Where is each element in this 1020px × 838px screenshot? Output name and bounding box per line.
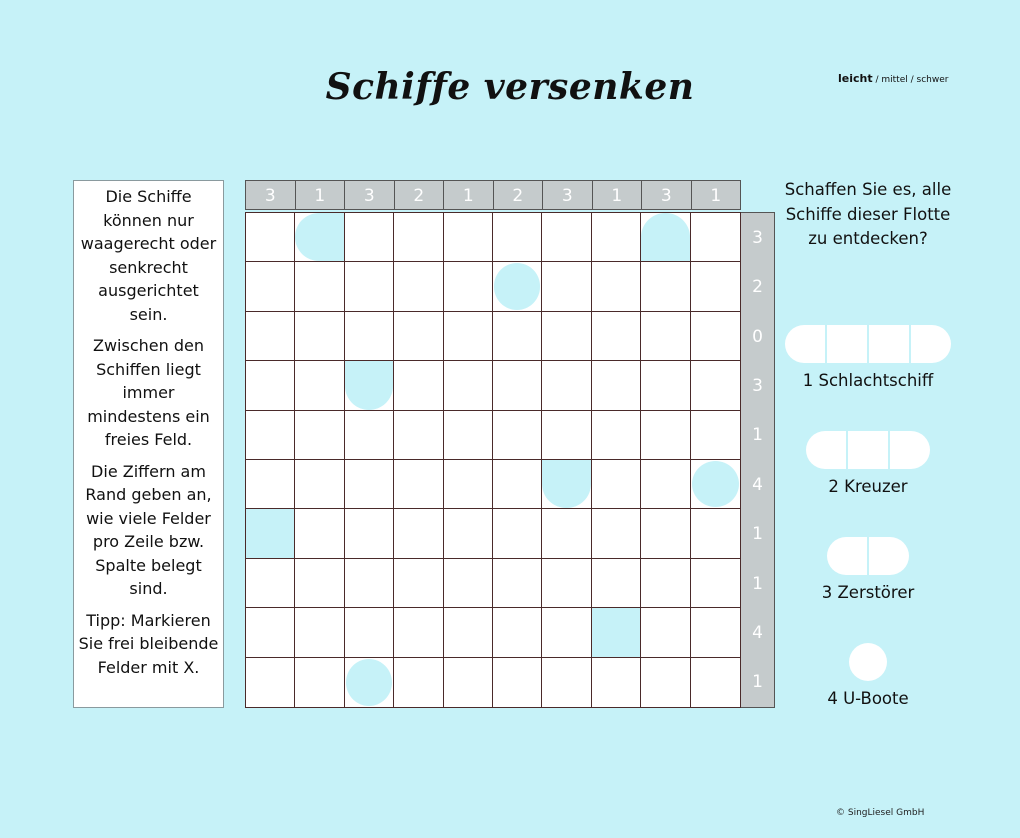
row-hint-6: 4	[752, 474, 763, 495]
page-title: Schiffe versenken	[325, 66, 695, 108]
given-ship-piece	[641, 213, 689, 261]
grid-cell-r5-c2[interactable]	[295, 411, 344, 460]
grid-cell-r2-c10[interactable]	[691, 262, 740, 311]
grid-cell-r9-c2[interactable]	[295, 608, 344, 657]
grid-cell-r3-c3[interactable]	[345, 312, 394, 361]
given-ship-piece	[346, 659, 392, 706]
grid-cell-r3-c4[interactable]	[394, 312, 443, 361]
grid-cell-r7-c6[interactable]	[493, 509, 542, 558]
given-ship-piece	[345, 361, 393, 409]
grid-cell-r3-c1[interactable]	[246, 312, 295, 361]
column-hint-3: 3	[345, 181, 395, 209]
grid-cell-r9-c4[interactable]	[394, 608, 443, 657]
grid-cell-r7-c5[interactable]	[444, 509, 493, 558]
column-hint-5: 1	[444, 181, 494, 209]
grid-cell-r2-c7[interactable]	[542, 262, 591, 311]
column-hint-7: 3	[543, 181, 593, 209]
row-hint-7: 1	[752, 524, 763, 545]
ship-icon	[780, 643, 956, 681]
grid-cell-r8-c8[interactable]	[592, 559, 641, 608]
column-hint-2: 1	[296, 181, 346, 209]
row-hint-3: 0	[752, 326, 763, 347]
grid-cell-r1-c3[interactable]	[345, 213, 394, 262]
grid-cell-r9-c5[interactable]	[444, 608, 493, 657]
grid-cell-r6-c8[interactable]	[592, 460, 641, 509]
grid-cell-r7-c7[interactable]	[542, 509, 591, 558]
grid-cell-r4-c7[interactable]	[542, 361, 591, 410]
column-hint-10: 1	[710, 186, 722, 206]
ship-icon	[780, 325, 956, 363]
grid-cell-r10-c8[interactable]	[592, 658, 641, 707]
ship-segment	[869, 537, 909, 575]
grid-cell-r6-c3[interactable]	[345, 460, 394, 509]
grid-cell-r5-c3[interactable]	[345, 411, 394, 460]
given-ship-piece	[542, 460, 590, 508]
grid-cell-r10-c3[interactable]	[345, 658, 394, 707]
grid-cell-r9-c10[interactable]	[691, 608, 740, 657]
grid-cell-r2-c5[interactable]	[444, 262, 493, 311]
rule-orientation: Die Schiffe können nur waagerecht oder senkrecht ausgerichtet sein.	[80, 187, 217, 324]
given-ship-piece	[692, 461, 739, 507]
grid-cell-r2-c2[interactable]	[295, 262, 344, 311]
grid-cell-r10-c5[interactable]	[444, 658, 493, 707]
grid-cell-r6-c7[interactable]	[542, 460, 591, 509]
given-ship-piece	[592, 608, 640, 656]
column-hint-4: 2	[395, 181, 445, 209]
rules-panel	[73, 180, 224, 708]
grid-cell-r4-c8[interactable]	[592, 361, 641, 410]
grid-cell-r9-c3[interactable]	[345, 608, 394, 657]
difficulty-easy[interactable]: leicht	[838, 72, 873, 85]
ship-segment	[911, 325, 951, 363]
grid-cell-r8-c10[interactable]	[691, 559, 740, 608]
grid-cell-r10-c4[interactable]	[394, 658, 443, 707]
grid-cell-r8-c5[interactable]	[444, 559, 493, 608]
grid-cell-r4-c3[interactable]	[345, 361, 394, 410]
grid-cell-r8-c1[interactable]	[246, 559, 295, 608]
grid-cell-r8-c3[interactable]	[345, 559, 394, 608]
grid-cell-r9-c6[interactable]	[493, 608, 542, 657]
grid-cell-r1-c7[interactable]	[542, 213, 591, 262]
fleet-item-1	[780, 325, 956, 390]
fleet-label: 3 Zerstörer	[821, 583, 915, 602]
grid-cell-r3-c2[interactable]	[295, 312, 344, 361]
grid-cell-r6-c2[interactable]	[295, 460, 344, 509]
grid-cell-r4-c6[interactable]	[493, 361, 542, 410]
grid-cell-r3-c10[interactable]	[691, 312, 740, 361]
row-hint-9: 4	[752, 622, 763, 643]
row-hints	[741, 212, 775, 708]
grid-cell-r8-c9[interactable]	[641, 559, 690, 608]
grid-cell-r5-c10[interactable]	[691, 411, 740, 460]
column-hint-6: 2	[494, 181, 544, 209]
ship-segment	[806, 431, 846, 469]
grid-cell-r9-c8[interactable]	[592, 608, 641, 657]
grid-cell-r3-c6[interactable]	[493, 312, 542, 361]
grid-cell-r10-c10[interactable]	[691, 658, 740, 707]
given-ship-piece	[246, 509, 294, 557]
grid-cell-r7-c3[interactable]	[345, 509, 394, 558]
grid-cell-r3-c7[interactable]	[542, 312, 591, 361]
grid-cell-r2-c1[interactable]	[246, 262, 295, 311]
grid-cell-r7-c2[interactable]	[295, 509, 344, 558]
grid-cell-r8-c7[interactable]	[542, 559, 591, 608]
fleet-item-2	[780, 431, 956, 496]
grid-cell-r1-c6[interactable]	[493, 213, 542, 262]
grid-cell-r4-c4[interactable]	[394, 361, 443, 410]
grid-cell-r5-c9[interactable]	[641, 411, 690, 460]
grid-cell-r5-c8[interactable]	[592, 411, 641, 460]
fleet-label: 4 U-Boote	[827, 689, 909, 708]
row-hint-5: 1	[752, 425, 763, 446]
grid-cell-r6-c10[interactable]	[691, 460, 740, 509]
grid-cell-r8-c2[interactable]	[295, 559, 344, 608]
grid-cell-r3-c9[interactable]	[641, 312, 690, 361]
grid-cell-r8-c6[interactable]	[493, 559, 542, 608]
grid-cell-r9-c1[interactable]	[246, 608, 295, 657]
grid-cell-r2-c9[interactable]	[641, 262, 690, 311]
fleet-label: 1 Schlachtschiff	[802, 371, 934, 390]
difficulty-selector: leicht / mittel / schwer	[838, 72, 949, 85]
grid-cell-r7-c1[interactable]	[246, 509, 295, 558]
difficulty-hard[interactable]: schwer	[916, 75, 949, 85]
row-hint-1: 3	[752, 227, 763, 248]
ship-segment	[827, 537, 867, 575]
given-ship-piece	[494, 263, 540, 309]
row-hint-10: 1	[752, 672, 763, 693]
grid-cell-r4-c5[interactable]	[444, 361, 493, 410]
grid-cell-r2-c8[interactable]	[592, 262, 641, 311]
grid-cell-r10-c7[interactable]	[542, 658, 591, 707]
grid-cell-r6-c9[interactable]	[641, 460, 690, 509]
rule-tip: Tipp: Markieren Sie frei bleibende Felder mit X.	[78, 610, 219, 677]
grid-cell-r2-c4[interactable]	[394, 262, 443, 311]
grid-cell-r10-c2[interactable]	[295, 658, 344, 707]
column-hint-1: 3	[246, 181, 296, 209]
grid-cell-r5-c5[interactable]	[444, 411, 493, 460]
grid-cell-r10-c6[interactable]	[493, 658, 542, 707]
grid-cell-r1-c8[interactable]	[592, 213, 641, 262]
ship-segment	[848, 431, 888, 469]
grid-cell-r1-c9[interactable]	[641, 213, 690, 262]
column-hint-8: 1	[593, 181, 643, 209]
grid-cell-r10-c9[interactable]	[641, 658, 690, 707]
ship-icon	[780, 537, 956, 575]
grid-cell-r8-c4[interactable]	[394, 559, 443, 608]
row-hint-8: 1	[752, 573, 763, 594]
grid-cell-r6-c5[interactable]	[444, 460, 493, 509]
grid-cell-r1-c4[interactable]	[394, 213, 443, 262]
copyright: © SingLiesel GmbH	[836, 808, 925, 818]
grid-cell-r9-c7[interactable]	[542, 608, 591, 657]
grid-cell-r4-c2[interactable]	[295, 361, 344, 410]
row-hint-2: 2	[752, 277, 763, 298]
ship-segment	[890, 431, 930, 469]
grid-cell-r6-c1[interactable]	[246, 460, 295, 509]
grid-cell-r1-c10[interactable]	[691, 213, 740, 262]
difficulty-medium[interactable]: mittel	[881, 75, 908, 85]
grid-cell-r7-c8[interactable]	[592, 509, 641, 558]
grid-cell-r5-c7[interactable]	[542, 411, 591, 460]
grid-cell-r1-c1[interactable]	[246, 213, 295, 262]
given-ship-piece	[295, 213, 343, 261]
grid-cell-r7-c10[interactable]	[691, 509, 740, 558]
ship-segment	[785, 325, 825, 363]
grid-cell-r7-c4[interactable]	[394, 509, 443, 558]
ship-segment	[849, 643, 887, 681]
grid-cell-r4-c10[interactable]	[691, 361, 740, 410]
grid-cell-r6-c6[interactable]	[493, 460, 542, 509]
grid-cell-r5-c6[interactable]	[493, 411, 542, 460]
grid-cell-r3-c8[interactable]	[592, 312, 641, 361]
fleet-item-3	[780, 537, 956, 602]
grid-cell-r10-c1[interactable]	[246, 658, 295, 707]
ship-segment	[827, 325, 867, 363]
rule-numbers: Die Ziffern am Rand geben an, wie viele Felder pro Zeile bzw. Spalte belegt sind.	[85, 461, 212, 598]
grid-cell-r1-c5[interactable]	[444, 213, 493, 262]
rule-spacing: Zwischen den Schiffen liegt immer mindestens ein freies Feld.	[87, 336, 210, 449]
ship-segment	[869, 325, 909, 363]
grid-cell-r6-c4[interactable]	[394, 460, 443, 509]
row-hint-4: 3	[752, 375, 763, 396]
column-hints	[245, 180, 741, 210]
grid-cell-r2-c3[interactable]	[345, 262, 394, 311]
fleet-label: 2 Kreuzer	[828, 477, 908, 496]
grid-cell-r4-c1[interactable]	[246, 361, 295, 410]
grid-cell-r5-c4[interactable]	[394, 411, 443, 460]
grid-cell-r5-c1[interactable]	[246, 411, 295, 460]
puzzle-grid	[245, 212, 741, 708]
ship-icon	[780, 431, 956, 469]
grid-cell-r1-c2[interactable]	[295, 213, 344, 262]
grid-cell-r7-c9[interactable]	[641, 509, 690, 558]
fleet-intro: Schaffen Sie es, alle Schiffe dieser Flotte zu entdecken?	[784, 180, 952, 248]
column-hint-9: 3	[642, 181, 692, 209]
grid-cell-r4-c9[interactable]	[641, 361, 690, 410]
grid-cell-r2-c6[interactable]	[493, 262, 542, 311]
grid-cell-r3-c5[interactable]	[444, 312, 493, 361]
grid-cell-r9-c9[interactable]	[641, 608, 690, 657]
fleet-item-4	[780, 643, 956, 708]
